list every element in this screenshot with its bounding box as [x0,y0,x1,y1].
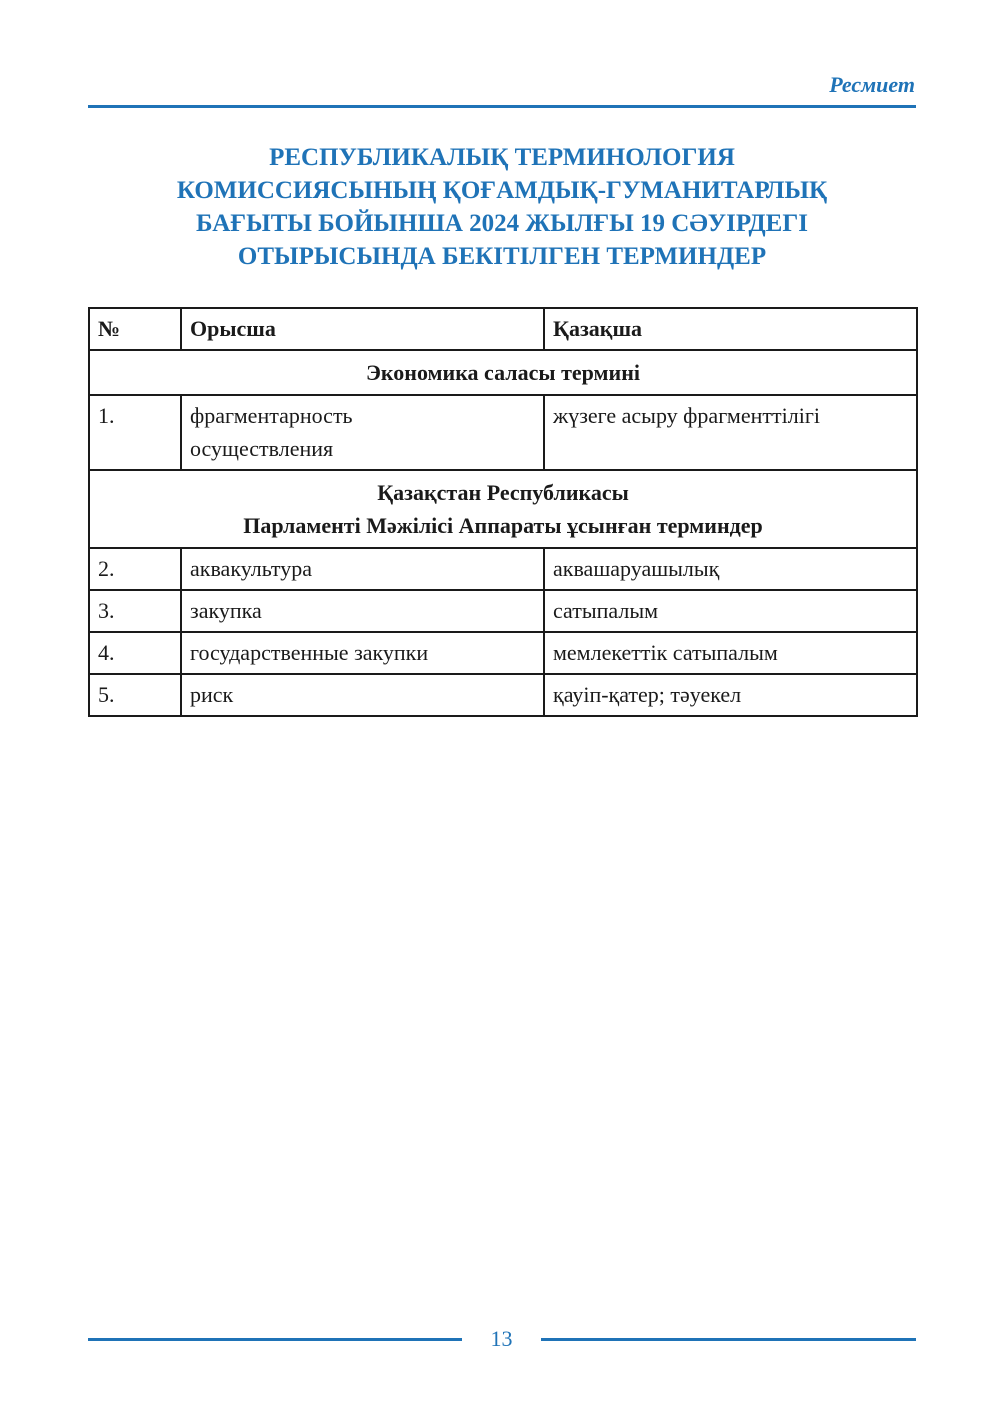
section-row-parliament [89,470,917,548]
section-row-economics [89,350,917,395]
kazakh-term: мемлекеттік сатыпалым [544,632,917,674]
table-row [89,395,917,470]
column-header-russian: Орысша [181,308,544,350]
row-number: 2. [89,548,181,590]
russian-term: риск [181,674,544,716]
page-number: 13 [490,1326,513,1351]
table-row [89,674,917,716]
section-title-line-1: Қазақстан Республикасы [377,480,629,505]
russian-term [181,395,544,470]
table-header-row [89,308,917,350]
page-title [88,141,916,273]
table-row [89,632,917,674]
terms-table [88,307,918,717]
row-number: 5. [89,674,181,716]
header-rule [88,105,916,108]
row-number: 4. [89,632,181,674]
russian-term-line-2: осуществления [190,436,334,461]
kazakh-term: аквашаруашылық [544,548,917,590]
russian-term: закупка [181,590,544,632]
title-line-3: БАҒЫТЫ БОЙЫНША 2024 ЖЫЛҒЫ 19 СӘУІРДЕГІ [196,210,808,237]
russian-term: государственные закупки [181,632,544,674]
section-label: Ресмиет [829,72,915,97]
kazakh-term: қауіп-қатер; тәуекел [544,674,917,716]
russian-term: аквакультура [181,548,544,590]
section-title-parliament [89,470,917,548]
title-line-1: РЕСПУБЛИКАЛЫҚ ТЕРМИНОЛОГИЯ [269,144,735,171]
title-line-2: КОМИССИЯСЫНЫҢ ҚОҒАМДЫҚ-ГУМАНИТАРЛЫҚ [176,177,828,204]
russian-term-line-1: фрагментарность [190,403,353,428]
kazakh-term: жүзеге асыру фрагменттілігі [544,395,917,470]
section-title-line-2: Парламенті Мәжілісі Аппараты ұсынған терминдер [243,513,763,538]
footer-rule-right [541,1338,916,1341]
kazakh-term: сатыпалым [544,590,917,632]
section-title-economics: Экономика саласы термині [89,350,917,395]
column-header-kazakh: Қазақша [544,308,917,350]
title-line-4: ОТЫРЫСЫНДА БЕКІТІЛГЕН ТЕРМИНДЕР [237,243,767,270]
row-number: 1. [89,395,181,470]
table-row [89,590,917,632]
column-header-number: № [89,308,181,350]
row-number: 3. [89,590,181,632]
footer-rule-left [88,1338,462,1341]
table-row [89,548,917,590]
